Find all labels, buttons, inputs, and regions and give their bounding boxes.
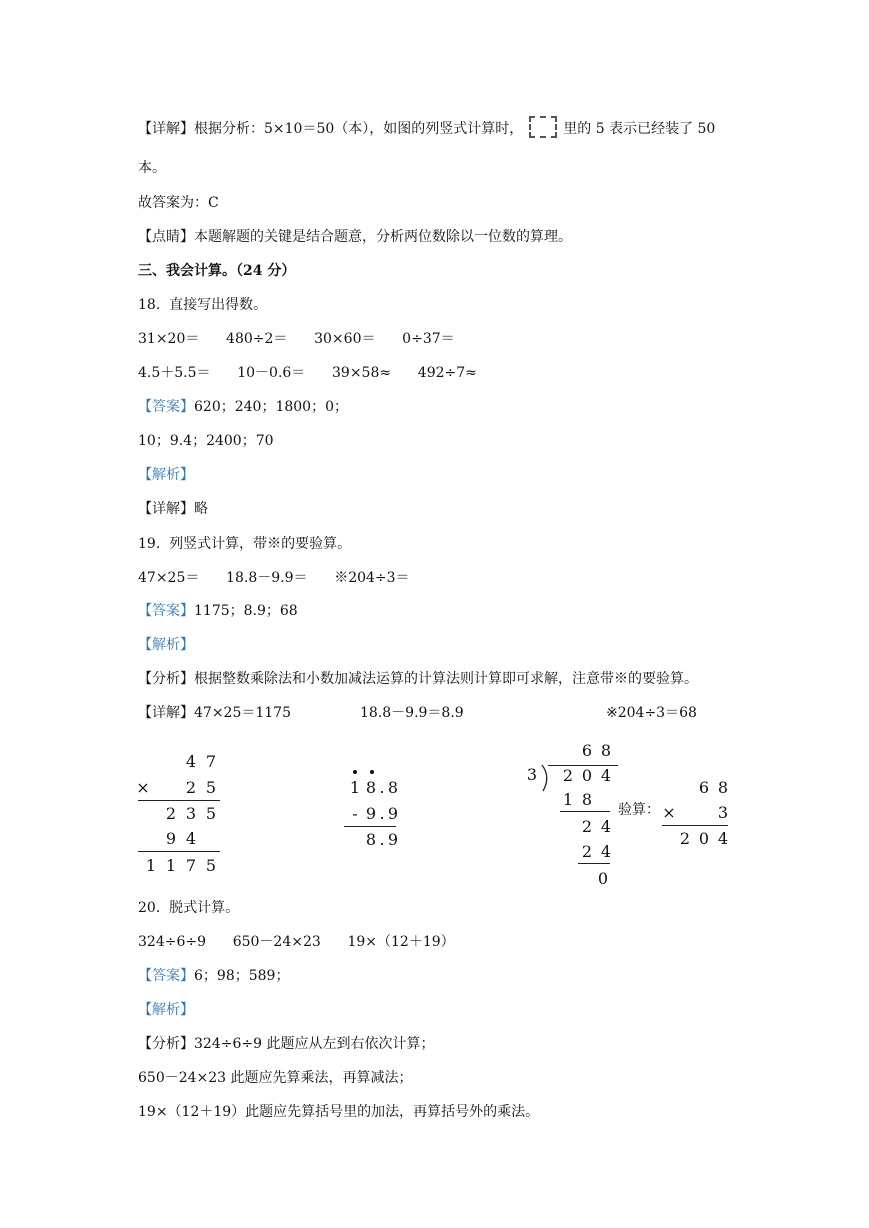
q19-answer: 【答案】1175；8.9；68 [138, 603, 298, 619]
highlight-line: 【点睛】本题解题的关键是结合题意，分析两位数除以一位数的算理。 [138, 229, 572, 245]
q19-row: 47×25＝ 18.8－9.9＝ ※204÷3＝ [138, 570, 410, 586]
q20-answer: 【答案】6；98；589； [138, 968, 290, 984]
detail-line-2: 本。 [138, 160, 166, 176]
q19-analysis-tag: 【解析】 [138, 637, 194, 653]
q20-analysis-2: 650－24×23 此题应先算乘法，再算减法； [138, 1070, 413, 1086]
answer-tag: 【答案】 [138, 399, 194, 415]
q19-analysis: 【分析】根据整数乘除法和小数加减法运算的计算法则计算即可求解，注意带※的要验算。 [138, 671, 698, 687]
q20-analysis-3: 19×（12＋19）此题应先算括号里的加法，再算括号外的乘法。 [138, 1104, 540, 1120]
q18-detail: 【详解】略 [138, 501, 208, 517]
q18-answer-2: 10；9.4；2400；70 [138, 433, 274, 449]
division-line-1 [560, 811, 610, 812]
section-heading: 三、我会计算。（24 分） [138, 263, 296, 279]
answer-c-line: 故答案为：C [138, 195, 219, 211]
dashed-box-icon [529, 116, 557, 138]
detail-tag: 【详解】 [138, 121, 194, 137]
borrow-dot-2 [370, 770, 374, 774]
q18-row-1: 31×20＝ 480÷2＝ 30×60＝ 0÷37＝ [138, 331, 455, 347]
check-label: 验算： [618, 802, 660, 818]
q20-row: 324÷6÷9 650－24×23 19×（12＋19） [138, 934, 455, 950]
check-line [662, 825, 728, 826]
mult-line-1 [138, 800, 220, 801]
q19-detail-sub: 18.8－9.9＝8.9 [360, 705, 464, 721]
question-20: 20. 脱式计算。 [138, 900, 240, 916]
division-line-2 [578, 863, 610, 864]
division-bracket [540, 764, 552, 792]
question-18: 18. 直接写出得数。 [138, 297, 268, 313]
detail-line-1: 【详解】根据分析：5×10＝50（本），如图的列竖式计算时， 里的 5 表示已经装了 50 [138, 118, 715, 140]
q18-analysis-tag: 【解析】 [138, 467, 194, 483]
question-19: 19. 列竖式计算，带※的要验算。 [138, 536, 352, 552]
q19-detail-tag: 【详解】47×25＝1175 [138, 705, 291, 721]
borrow-dot-1 [353, 770, 357, 774]
q19-detail-div: ※204÷3＝68 [606, 705, 697, 721]
q20-analysis-tag: 【解析】 [138, 1002, 194, 1018]
q20-analysis-1: 【分析】324÷6÷9 此题应从左到右依次计算； [138, 1036, 435, 1052]
q18-row-2: 4.5＋5.5＝ 10－0.6＝ 39×58≈ 492÷7≈ [138, 365, 477, 381]
q18-answer-1: 【答案】620；240；1800；0； [138, 399, 348, 415]
highlight-tag: 【点睛】 [138, 229, 194, 245]
sub-line [344, 826, 396, 827]
mult-line-2 [138, 851, 220, 852]
